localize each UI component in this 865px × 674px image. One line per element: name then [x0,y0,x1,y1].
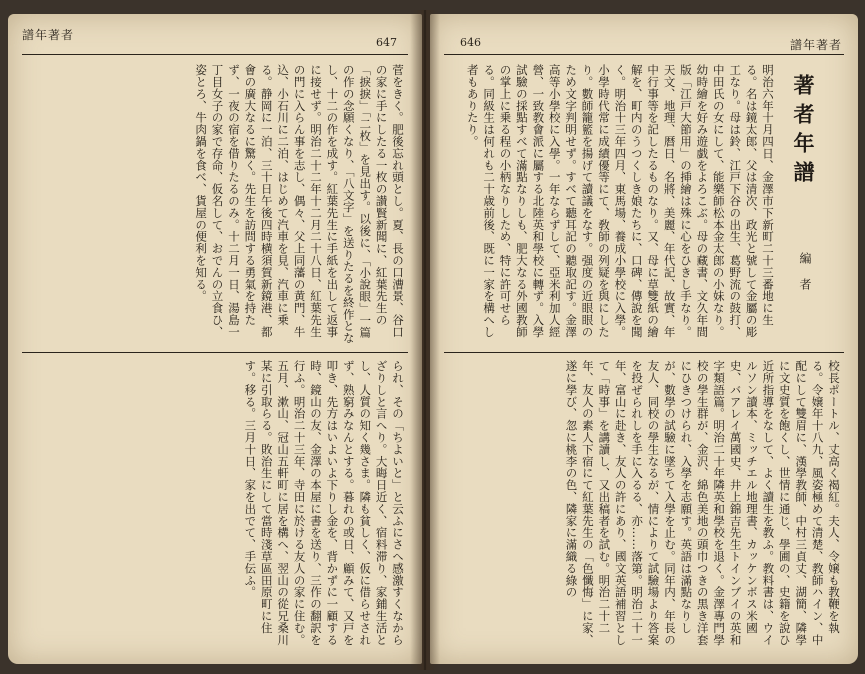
section-divider [444,352,844,353]
text-block-lower: 校長ポートル、丈高く褐紅。夫人、令嬢も教鞭を執る。令嬢年十八九、風姿極めて清楚、教師ハイン、中配にして雙眉に、漢學教師、中村三貞丈、湖簡、隣學に文史質を飽くし、世情に通じ、學圃の、史籍を說ひ近所指導をなして、よく讀生を教ふ。教料書は、ウイルソン讀本、ミッチエル地理書、カッケンボス米國史、バアレイ萬國史、井上錦吉先生トインブイの英和字類語篇。明治二十年隣英和學校を退く。金澤專門學校の學生群が、金沢、綿色美地の頭巾つきの黒き洋套にひきつけられ、入學を志願す。英語は滿點なりしが、數學の試驗に墜ちて入學を止む。同年内、年長の友人、同校の學生なるが、情によりて試驗場より答案を投ぜられしを手に入るる、亦……落第。明治二十一年、富山に赴き、友人の許にあり、國文英語補習として「時事」を講讀し、又出稿者を試む。明治二十二年、友人の素人下宿にて紅葉先生の「色懺悔」に家、遂に學び、忽に桃李の色、隣家に滿織る綠の [564,360,841,646]
text-block-upper: 明治六年十月四日、金澤市下新町二十三番地に生る。名は鏡太郎、父は清次、政光と號して金屬の彫工なり。母は鈴、江戸下谷の出生、葛野流の鼓打、中田氏の女にして、能樂師松本金太郎の小妹なり。幼時繪を好み遊戯をよろこぶ。母の藏書、文久年間版「江戸大節用」の挿繪は殊に心をひきし手なり。天文、地理、暦日、名將、美麗、年代記、故實、年中行事等を記したるものなり。又、母に草雙紙の繪解を、町内のうつくしき娘たちに、口碑、傳說を聞く。明治十三年四月、東馬場、養成小學校に入學。小學時代常に成績優等にて、敎師の列疑を與にしたり。數師籠籃を揚げて讀議をなす。强度の近眼眼のため文字判明せず。すべて聽耳記の聽取記す。金澤高等小學校に入學。一年ならずして、亞米利加人經營、一致教會派に屬する北陸英和學校に轉ず。入學試驗の採點すべて滿點なりしも、肥大なる外國教師の掌上に乗る程の小柄なりしため、特に許可せらる。同級生は何れも二十歳前後、既に一家を構へし者もありたり。 [465,64,775,338]
page-number: 646 [460,36,481,49]
header-rule [444,54,844,55]
running-head: 譜年著者 [22,28,75,42]
page-number: 647 [376,36,397,49]
left-page [8,14,422,664]
header-rule [22,54,408,55]
text-block-lower: られ、その「ちよいと」と云ふにさへ感激すくなからざりしと言へり。大晦日近く、宿料滞り、家鋪生活とし、人質の知く幾さま。隣も貧しく、仮に借らせされず、熟窮みなんとする。暮れの或日、顧みて、又戸を叩き、先方はいよいよ下りし金を、背かずに一顧する時、鏡山の友、金澤の本屋に書を送り、三作の翻訳を行ふ。明治二十三年、寺田に於ける友人の家に住む。五月、漱山、冠山五軒町に居を構へ、翌山の從兄桑川某に引取らる。敗治生にして當時淺草區田原町に住す。移る。三月十日、家を出でて、手伝ふ。 [243,360,405,646]
chapter-title: 著者年譜 [791,74,816,190]
editor-label: 編者 [798,252,812,304]
section-divider [22,352,408,353]
text-block-upper: 菅をきく。肥後忘れ頭とし。夏、長の口漕景、谷口の家に手にしたる一枚の讃賢新聞に、紅葉先生の「捩捩」「二枚」を見出す。以後に、「小說眼」一篇の作の念願くなり、「八文字」を送りたるを終作となし、十二の作を成す。紅葉先生に手紙を出して返事に接せず。明治二十二年十二月二十八日、紅葉先生の門に入らん事を志し、偶々、父上同藩の黄門、牛込、小石川に二泊、はじめて汽車を見、汽車に乗る。静岡に一泊、三十日午後四時横須賀新鏡港、都會の廣大なるに驚く。先生を訪問する勇氣を持たず、一夜の宿を借りたるのみ。十二月一日、湯島一丁目女子の家で存命、仮名して、おでんの立食ひ、姿とろ、牛肉鍋を食べ、貨屋の便利を知る。 [194,64,405,344]
running-head: 譜年著者 [789,38,842,52]
book-gutter [410,10,440,670]
right-page [430,14,858,664]
